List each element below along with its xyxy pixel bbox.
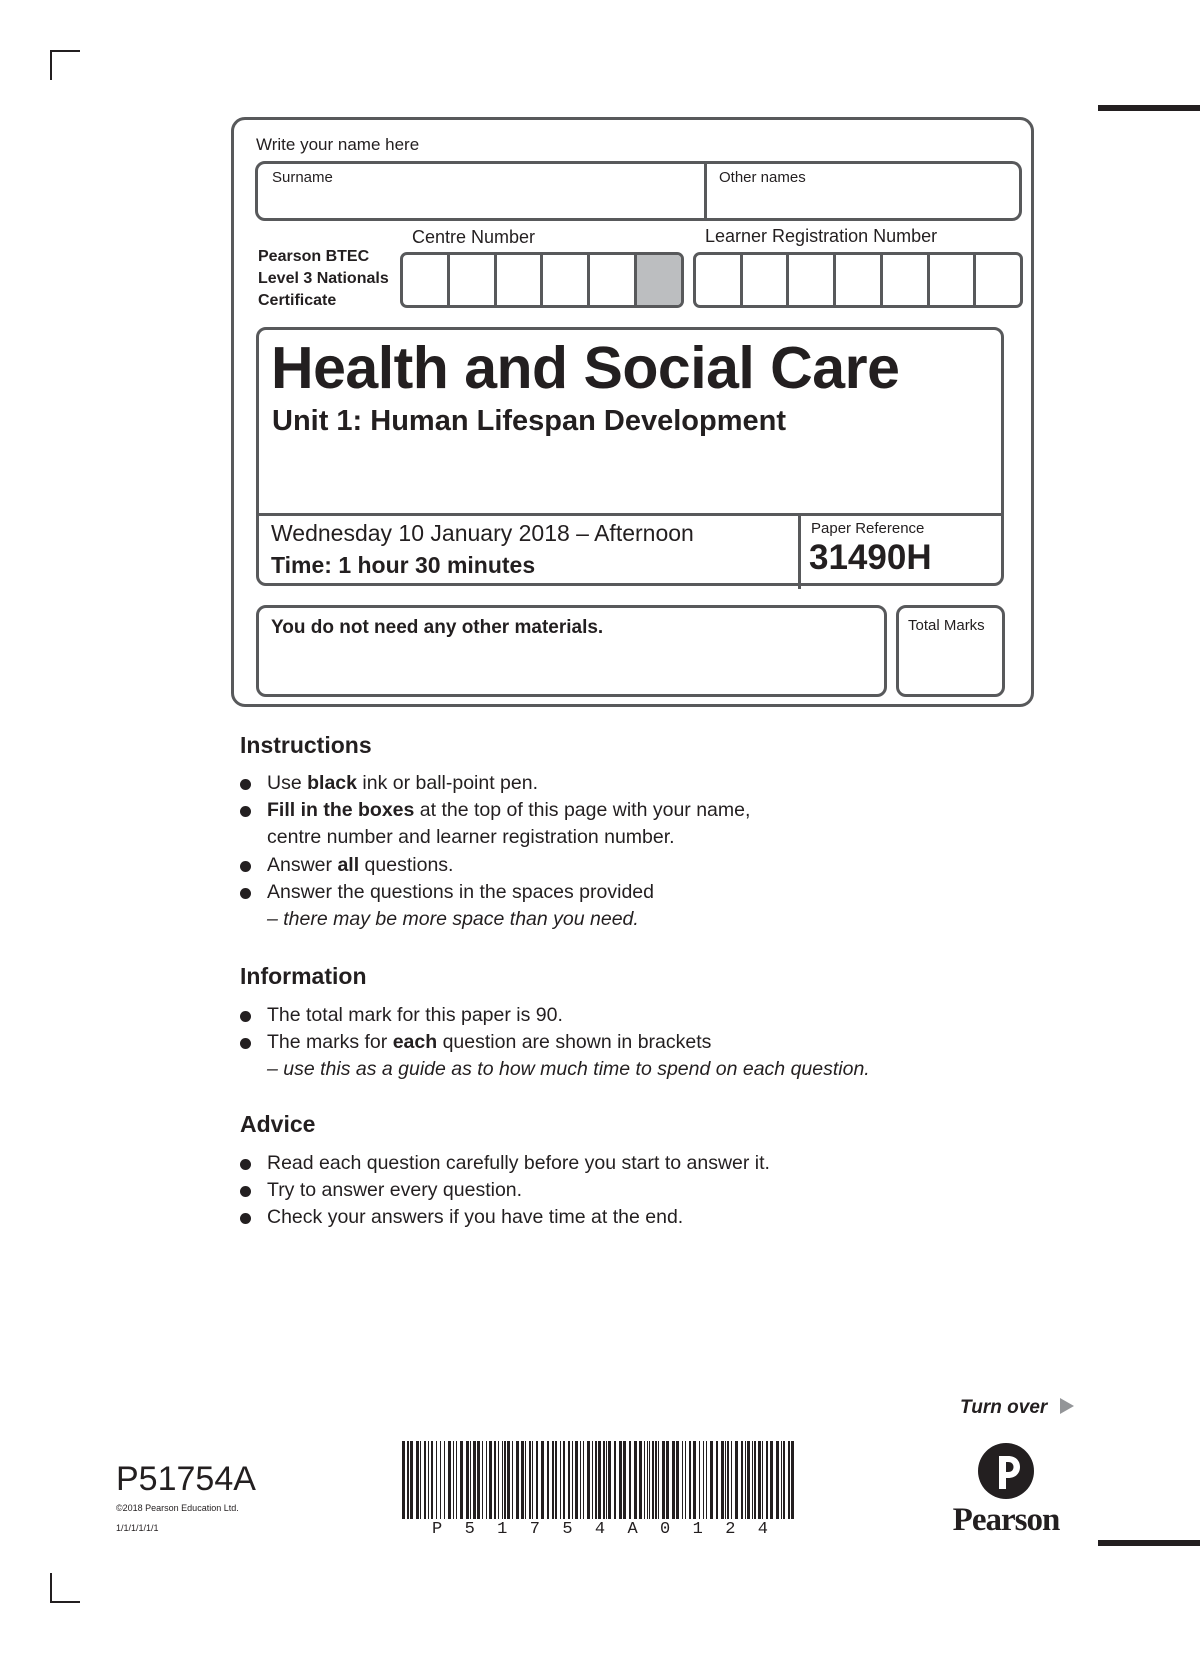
- instructions-heading: Instructions: [240, 732, 372, 758]
- barcode-bar: [529, 1441, 531, 1519]
- barcode-bar: [507, 1441, 510, 1519]
- barcode-bar: [606, 1441, 607, 1519]
- pearson-p-icon: [977, 1442, 1035, 1500]
- barcode-digit: 7: [529, 1520, 540, 1539]
- centre-number-cell[interactable]: [590, 255, 637, 305]
- information-heading: Information: [240, 963, 367, 989]
- barcode: [402, 1441, 798, 1539]
- unit-title: Unit 1: Human Lifespan Development: [272, 405, 787, 437]
- crop-mark-bottom-left-v: [50, 1573, 52, 1603]
- materials-note: You do not need any other materials.: [271, 617, 604, 638]
- barcode-bar: [629, 1441, 631, 1519]
- barcode-digit: 0: [660, 1520, 671, 1539]
- pearson-logo: [938, 1442, 1074, 1539]
- barcode-digit: 4: [757, 1520, 768, 1539]
- learner-registration-boxes[interactable]: [693, 252, 1023, 308]
- other-names-label: Other names: [719, 169, 806, 186]
- barcode-bar: [489, 1441, 492, 1519]
- barcode-bar: [416, 1441, 419, 1519]
- barcode-bar: [791, 1441, 794, 1519]
- barcode-bar: [745, 1441, 746, 1519]
- barcode-bar: [706, 1441, 707, 1519]
- barcode-bar: [752, 1441, 753, 1519]
- barcode-bar: [608, 1441, 611, 1519]
- crop-mark-top-left-v: [50, 50, 52, 80]
- registration-bar-top: [1098, 105, 1200, 111]
- barcode-bar: [525, 1441, 526, 1519]
- surname-label: Surname: [272, 169, 333, 186]
- learner-registration-cell[interactable]: [883, 255, 930, 305]
- barcode-digit: 2: [725, 1520, 736, 1539]
- exam-date: Wednesday 10 January 2018 – Afternoon: [271, 520, 694, 546]
- barcode-bar: [402, 1441, 405, 1519]
- centre-number-cell-shaded: [637, 255, 681, 305]
- barcode-bar: [486, 1441, 487, 1519]
- barcode-bar: [619, 1441, 622, 1519]
- barcode-bar: [466, 1441, 469, 1519]
- print-code: 1/1/1/1/1/1: [116, 1523, 159, 1533]
- total-marks-label: Total Marks: [908, 617, 985, 634]
- title-divider: [259, 513, 1001, 516]
- barcode-bar: [747, 1441, 750, 1519]
- barcode-bar: [783, 1441, 785, 1519]
- barcode-bar: [603, 1441, 605, 1519]
- barcode-bar: [689, 1441, 691, 1519]
- barcode-bar: [595, 1441, 597, 1519]
- barcode-bar: [725, 1441, 726, 1519]
- barcode-bar: [436, 1441, 437, 1519]
- barcode-bar: [727, 1441, 729, 1519]
- materials-box: [256, 605, 887, 697]
- barcode-bar: [762, 1441, 763, 1519]
- bullet-icon: [240, 861, 251, 872]
- crop-mark-top-left-h: [50, 50, 80, 52]
- publisher-name: Pearson: [952, 1502, 1060, 1538]
- barcode-bar: [473, 1441, 476, 1519]
- registration-bar-bottom: [1098, 1540, 1200, 1546]
- barcode-bar: [662, 1441, 665, 1519]
- barcode-bar: [735, 1441, 738, 1519]
- barcode-bar: [407, 1441, 409, 1519]
- centre-number-cell[interactable]: [543, 255, 590, 305]
- barcode-bar: [731, 1441, 732, 1519]
- barcode-bar: [614, 1441, 616, 1519]
- qualification-name: Pearson BTEC Level 3 Nationals Certificate: [258, 248, 389, 309]
- title-box: [256, 327, 1004, 586]
- barcode-bars: [402, 1441, 798, 1519]
- exam-duration: Time: 1 hour 30 minutes: [271, 552, 536, 578]
- barcode-bar: [788, 1441, 790, 1519]
- barcode-bar: [568, 1441, 570, 1519]
- barcode-bar: [580, 1441, 581, 1519]
- barcode-bar: [575, 1441, 578, 1519]
- barcode-digit: 1: [497, 1520, 508, 1539]
- barcode-digit: 5: [464, 1520, 475, 1539]
- paper-reference-code: 31490H: [809, 538, 932, 577]
- learner-registration-cell[interactable]: [743, 255, 790, 305]
- barcode-bar: [512, 1441, 513, 1519]
- barcode-bar: [685, 1441, 686, 1519]
- barcode-bar: [504, 1441, 506, 1519]
- centre-number-boxes[interactable]: [400, 252, 684, 308]
- bullet-icon: [240, 1159, 251, 1170]
- barcode-bar: [716, 1441, 718, 1519]
- barcode-digits: [402, 1520, 798, 1539]
- barcode-bar: [470, 1441, 471, 1519]
- turn-over-label: Turn over: [960, 1397, 1048, 1418]
- barcode-bar: [453, 1441, 454, 1519]
- surname-field[interactable]: [255, 161, 707, 221]
- barcode-bar: [541, 1441, 544, 1519]
- other-names-field[interactable]: [704, 161, 1022, 221]
- barcode-bar: [699, 1441, 700, 1519]
- barcode-bar: [754, 1441, 756, 1519]
- bullet-icon: [240, 1186, 251, 1197]
- barcode-bar: [460, 1441, 463, 1519]
- crop-mark-bottom-left-h: [50, 1601, 80, 1603]
- barcode-bar: [572, 1441, 573, 1519]
- barcode-digit: A: [627, 1520, 638, 1539]
- centre-number-cell[interactable]: [450, 255, 497, 305]
- barcode-bar: [555, 1441, 557, 1519]
- barcode-bar: [420, 1441, 421, 1519]
- barcode-bar: [770, 1441, 773, 1519]
- barcode-bar: [766, 1441, 768, 1519]
- barcode-bar: [547, 1441, 549, 1519]
- barcode-bar: [676, 1441, 679, 1519]
- barcode-bar: [666, 1441, 669, 1519]
- centre-number-cell[interactable]: [497, 255, 544, 305]
- barcode-bar: [598, 1441, 601, 1519]
- barcode-bar: [583, 1441, 584, 1519]
- barcode-bar: [741, 1441, 743, 1519]
- barcode-bar: [482, 1441, 483, 1519]
- barcode-bar: [703, 1441, 704, 1519]
- learner-registration-label: Learner Registration Number: [705, 226, 938, 246]
- barcode-bar: [776, 1441, 779, 1519]
- barcode-bar: [649, 1441, 650, 1519]
- paper-reference-label: Paper Reference: [811, 520, 925, 537]
- barcode-bar: [758, 1441, 761, 1519]
- barcode-bar: [682, 1441, 683, 1519]
- centre-number-label: Centre Number: [412, 227, 536, 247]
- learner-registration-cell[interactable]: [789, 255, 836, 305]
- barcode-bar: [672, 1441, 675, 1519]
- centre-number-cell[interactable]: [403, 255, 450, 305]
- learner-registration-cell[interactable]: [836, 255, 883, 305]
- barcode-digit: P: [432, 1520, 443, 1539]
- barcode-bar: [655, 1441, 657, 1519]
- barcode-bar: [444, 1441, 445, 1519]
- barcode-bar: [563, 1441, 565, 1519]
- subject-title: Health and Social Care: [271, 335, 900, 401]
- bullet-icon: [240, 888, 251, 899]
- barcode-bar: [440, 1441, 441, 1519]
- learner-registration-cell[interactable]: [696, 255, 743, 305]
- barcode-bar: [710, 1441, 713, 1519]
- barcode-bar: [477, 1441, 480, 1519]
- paper-code: P51754A: [116, 1460, 256, 1498]
- barcode-digit: 4: [594, 1520, 606, 1539]
- barcode-bar: [644, 1441, 645, 1519]
- turn-over[interactable]: [960, 1397, 1075, 1419]
- total-marks-box[interactable]: [896, 605, 1005, 697]
- barcode-digit: 1: [692, 1520, 703, 1539]
- bullet-icon: [240, 1213, 251, 1224]
- barcode-bar: [652, 1441, 654, 1519]
- barcode-bar: [560, 1441, 561, 1519]
- barcode-bar: [521, 1441, 524, 1519]
- barcode-bar: [410, 1441, 413, 1519]
- barcode-bar: [552, 1441, 554, 1519]
- barcode-bar: [456, 1441, 457, 1519]
- bullet-icon: [240, 779, 251, 790]
- bullet-icon: [240, 1011, 251, 1022]
- barcode-bar: [498, 1441, 499, 1519]
- barcode-bar: [647, 1441, 648, 1519]
- barcode-bar: [658, 1441, 659, 1519]
- barcode-bar: [693, 1441, 696, 1519]
- advice-heading: Advice: [240, 1111, 316, 1137]
- barcode-bar: [721, 1441, 724, 1519]
- barcode-bar: [781, 1441, 782, 1519]
- barcode-bar: [587, 1441, 590, 1519]
- barcode-bar: [448, 1441, 451, 1519]
- arrow-right-icon: [1059, 1397, 1075, 1415]
- barcode-bar: [431, 1441, 433, 1519]
- barcode-bar: [532, 1441, 533, 1519]
- paper-ref-divider: [798, 513, 801, 589]
- barcode-digit: 5: [562, 1520, 573, 1539]
- barcode-bar: [516, 1441, 519, 1519]
- copyright-notice: ©2018 Pearson Education Ltd.: [116, 1503, 239, 1513]
- barcode-bar: [592, 1441, 593, 1519]
- bullet-icon: [240, 1038, 251, 1049]
- barcode-bar: [623, 1441, 626, 1519]
- bullet-icon: [240, 806, 251, 817]
- learner-registration-cell[interactable]: [976, 255, 1020, 305]
- name-prompt: Write your name here: [256, 135, 420, 154]
- learner-registration-cell[interactable]: [930, 255, 977, 305]
- barcode-bar: [536, 1441, 538, 1519]
- barcode-bar: [424, 1441, 426, 1519]
- barcode-bar: [634, 1441, 637, 1519]
- barcode-bar: [494, 1441, 496, 1519]
- barcode-bar: [428, 1441, 429, 1519]
- barcode-bar: [639, 1441, 642, 1519]
- barcode-bar: [502, 1441, 503, 1519]
